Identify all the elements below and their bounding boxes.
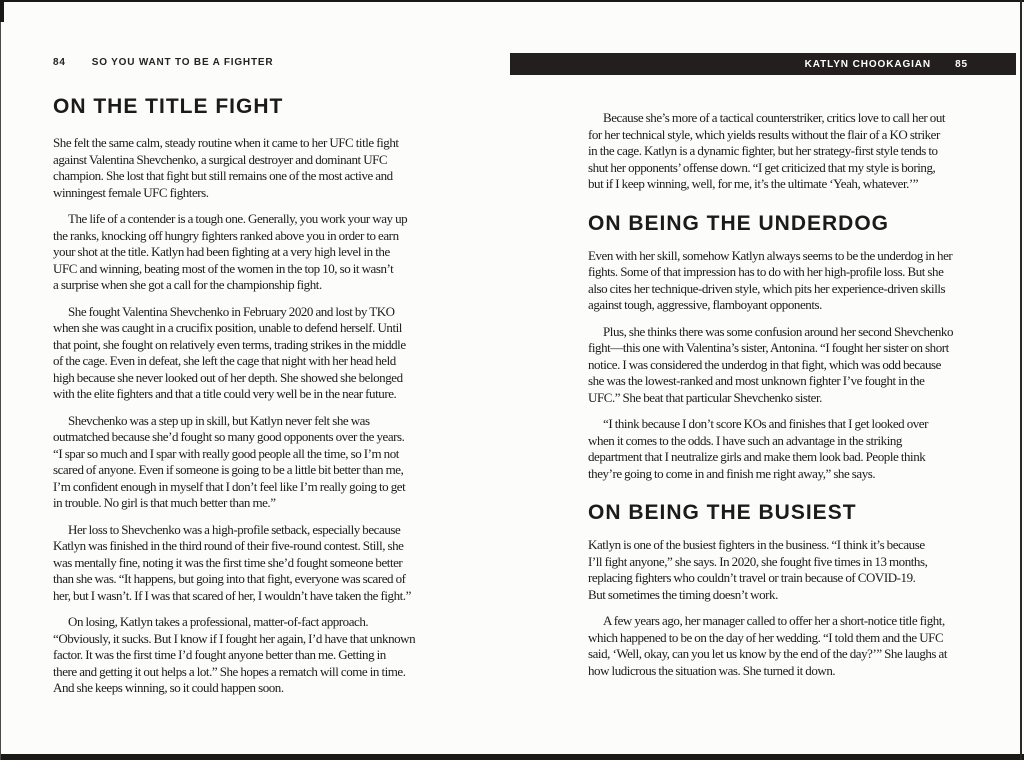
paragraph — [588, 537, 1024, 603]
left-folio-number: 84 — [53, 57, 66, 68]
paragraph — [53, 614, 489, 697]
text-line: factor. It was the first time I’d fought anyone better than me. Getting in — [53, 647, 386, 662]
right-running-head: KATLYN CHOOKAGIAN — [804, 58, 932, 70]
left-page-header — [53, 57, 273, 68]
text-line: also cites her technique-driven style, which pits her experience-driven skills — [588, 280, 946, 296]
text-line: of the cage. Even in defeat, she left the cage that night with her head held — [53, 353, 396, 368]
section-heading: ON THE TITLE FIGHT — [53, 95, 284, 118]
scan-edge-top — [0, 0, 1024, 2]
text-line: She felt the same calm, steady routine when it came to her UFC title fight — [53, 135, 399, 150]
text-line: they’re going to come in and finish me right away,” she says. — [588, 465, 876, 481]
text-line: her, but I wasn’t. If I was that scared of her, I wouldn’t have taken the fight.” — [53, 587, 411, 603]
page-section — [53, 96, 489, 707]
text-line: when she was caught in a crucifix position, unable to defend herself. Until — [53, 320, 402, 335]
right-page-body — [588, 110, 1024, 689]
paragraph — [53, 413, 489, 512]
scan-corner-mark — [0, 0, 4, 22]
text-line: in the cage. Katlyn is a dynamic fighter, but her strategy-first style tends to — [588, 143, 938, 158]
text-line: Even with her skill, somehow Katlyn always seems to be the underdog in her — [588, 247, 953, 263]
text-line: Because she’s more of a tactical counterstriker, critics love to call her out — [603, 110, 946, 125]
text-line: your shot at the title. Katlyn had been fighting at a very high level in the — [53, 244, 390, 259]
text-line: said, ‘Well, okay, can you let us know by the end of the day?’” She laughs at — [588, 646, 948, 661]
text-line: the ranks, knocking off hungry fighters ranked above you in order to earn — [53, 227, 399, 243]
text-line: was mentally fine, noting it was the first time she’d fought someone better — [53, 554, 403, 570]
text-line: she was the lowest-ranked and most unknown fighter I’ve fought in the — [588, 373, 925, 388]
text-line: department that I neutralize girls and make them look bad. People think — [588, 449, 926, 464]
paragraph — [53, 211, 489, 294]
text-line: against tough, aggressive, flamboyant opponents. — [588, 297, 822, 312]
text-line: there and getting it out helps a lot.” She hopes a rematch will come in time. — [53, 663, 406, 679]
text-line: Katlyn was finished in the third round of their five-round contest. Still, she — [53, 538, 404, 553]
page-section — [588, 203, 1024, 493]
text-line: A few years ago, her manager called to offer her a short-notice title fight, — [603, 613, 945, 628]
section-heading: ON BEING THE BUSIEST — [588, 501, 857, 524]
paragraph — [53, 135, 489, 201]
paragraph — [53, 522, 489, 605]
text-line: replacing fighters who couldn’t travel or train because of COVID-19. — [588, 570, 916, 585]
text-line: She fought Valentina Shevchenko in February 2020 and lost by TKO — [68, 303, 395, 319]
text-line: Katlyn is one of the busiest fighters in the business. “I think it’s because — [588, 537, 925, 552]
left-page-body — [53, 96, 489, 707]
text-line: fight—this one with Valentina’s sister, Antonina. “I fought her sister on short — [588, 340, 949, 355]
text-line: fights. Some of that impression has to do with her high-profile loss. But she — [588, 264, 944, 279]
text-line: Her loss to Shevchenko was a high-profile setback, especially because — [68, 521, 401, 537]
text-line: On losing, Katlyn takes a professional, matter-of-fact approach. — [68, 614, 369, 629]
text-line: against Valentina Shevchenko, a surgical destroyer and dominant UFC — [53, 151, 388, 167]
text-line: when it comes to the odds. I have such an advantage in the striking — [588, 432, 902, 448]
section-heading: ON BEING THE UNDERDOG — [588, 211, 890, 235]
text-line: in trouble. No girl is that much better than me.” — [53, 495, 276, 510]
text-line: UFC.” She beat that particular Shevchenko sister. — [588, 389, 822, 405]
paragraph — [588, 324, 1024, 407]
text-line: scared of anyone. Even if someone is going to be a little bit better than me, — [53, 462, 404, 477]
left-running-head: SO YOU WANT TO BE A FIGHTER — [91, 57, 274, 68]
page-section — [588, 492, 1024, 689]
right-folio-number: 85 — [955, 58, 968, 70]
text-line: And she keeps winning, so it could happen soon. — [53, 680, 284, 695]
text-line: with the elite fighters and that a title could very well be in the near future. — [53, 386, 397, 401]
right-page-header-bar — [510, 53, 1016, 75]
paragraph — [588, 613, 1024, 679]
paragraph — [53, 304, 489, 403]
text-line: I’ll fight anyone,” she says. In 2020, she fought five times in 13 months, — [588, 553, 928, 569]
text-line: how ludicrous the situation was. She turned it down. — [588, 662, 836, 678]
text-line: winningest female UFC fighters. — [53, 184, 209, 200]
text-line: But sometimes the timing doesn’t work. — [588, 586, 778, 602]
text-line: shut her opponents’ offense down. “I get criticized that my style is boring, — [588, 159, 936, 175]
text-line: “I spar so much and I spar with really good people all the time, so I’m not — [53, 445, 399, 461]
text-line: Plus, she thinks there was some confusion around her second Shevchenko — [603, 323, 954, 339]
text-line: “I think because I don’t score KOs and finishes that I get looked over — [603, 416, 929, 431]
text-line: UFC and winning, beating most of the women in the top 10, so it wasn’t — [53, 260, 394, 276]
paragraph — [588, 110, 1024, 193]
text-line: high because she never looked out of her depth. She showed she belonged — [53, 369, 403, 385]
scan-edge-bottom — [0, 754, 1024, 760]
text-line: outmatched because she’d fought so many good opponents over the years. — [53, 429, 405, 444]
text-line: that point, she fought on relatively even terms, trading strikes in the middle — [53, 336, 406, 352]
text-line: notice. I was considered the underdog in that fight, which was odd because — [588, 356, 941, 372]
text-line: I’m confident enough in myself that I don’t feel like I’m really going to get — [53, 478, 406, 494]
paragraph — [588, 248, 1024, 314]
text-line: than she was. “It happens, but going into that fight, everyone was scared of — [53, 571, 406, 586]
text-line: for her technical style, which yields results without the flair of a KO striker — [588, 126, 940, 142]
text-line: a surprise when she got a call for the championship fight. — [53, 277, 322, 292]
text-line: champion. She lost that fight but still remains one of the most active and — [53, 168, 393, 183]
text-line: Shevchenko was a step up in skill, but Katlyn never felt she was — [68, 412, 370, 428]
paragraph — [588, 416, 1024, 482]
scan-edge-left — [0, 0, 1, 760]
text-line: which happened to be on the day of her wedding. “I told them and the UFC — [588, 629, 944, 645]
text-line: “Obviously, it sucks. But I know if I fought her again, I’d have that unknown — [53, 630, 416, 646]
text-line: The life of a contender is a tough one. Generally, you work your way up — [68, 211, 408, 226]
text-line: but if I keep winning, well, for me, it’s the ultimate ‘Yeah, whatever.’” — [588, 176, 919, 191]
page-section — [588, 110, 1024, 203]
